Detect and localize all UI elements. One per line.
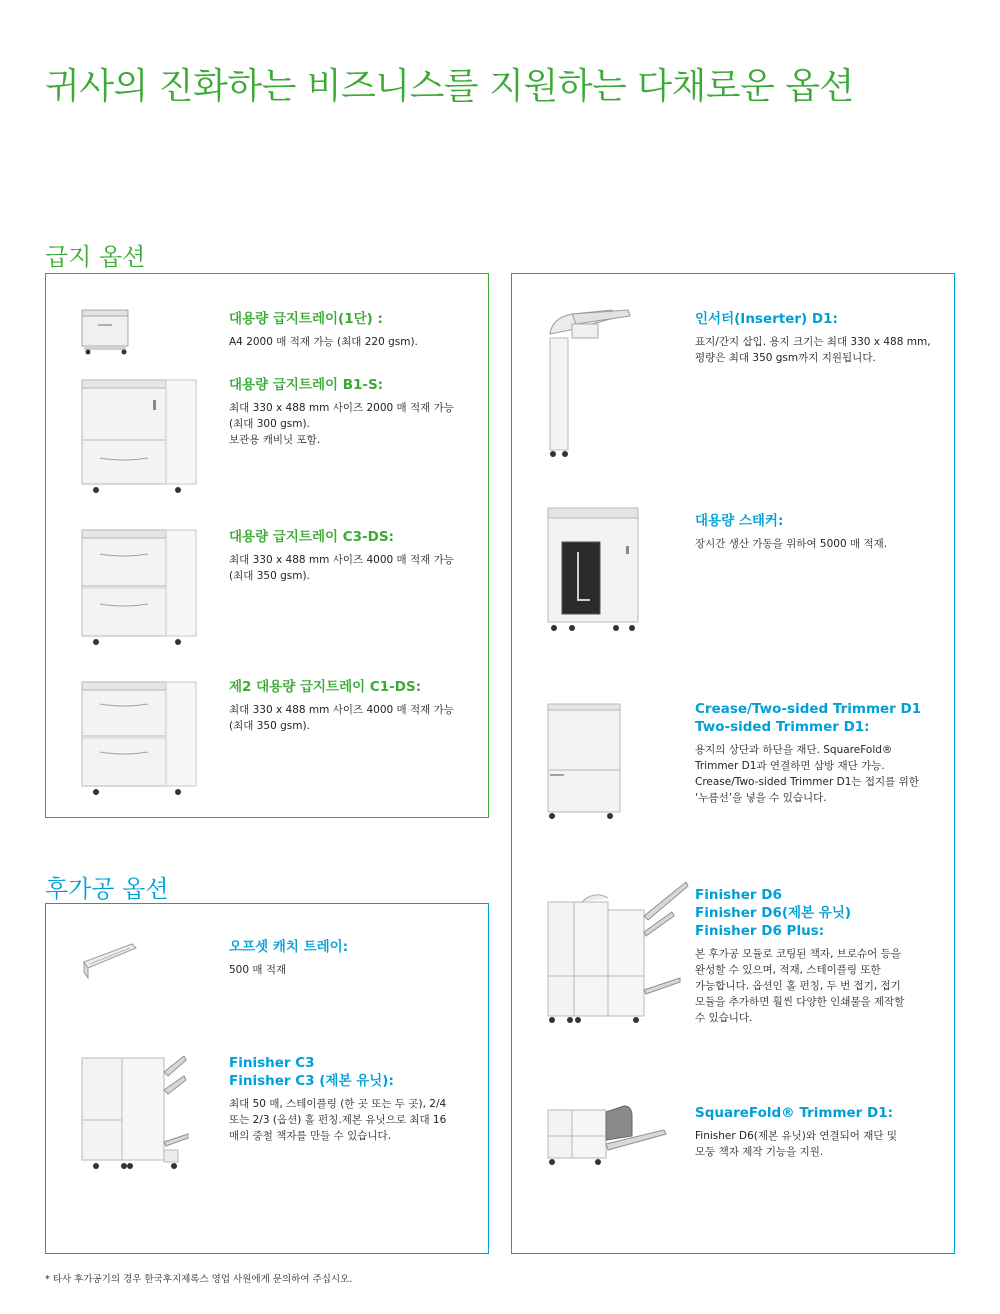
hcf-c3ds-image [80, 524, 200, 650]
finishing-item-2 [229, 1054, 484, 1144]
feed-item-title: 제2 대용량 급지트레이 C1-DS: [229, 679, 422, 695]
right-item-desc: 용지의 상단과 하단을 재단. SquareFold® Trimmer D1과 연결하면 삼방 재단 가능. Crease/Two-sided Trimmer D1는 접지를 위한 ‘누름선’을 넣을 수 있습니다. [695, 744, 919, 804]
right-item-1 [695, 310, 950, 366]
right-item-3 [695, 700, 950, 806]
feed-item-desc: 최대 330 x 488 mm 사이즈 2000 매 적재 가능 (최대 300 gsm). 보관용 캐비닛 포함. [229, 402, 454, 446]
right-item-title: 대용량 스태커: [695, 513, 784, 529]
right-item-title: 인서터(Inserter) D1: [695, 311, 838, 327]
offset-catch-tray-image [80, 938, 140, 984]
feed-item-3 [229, 528, 484, 584]
feed-item-desc: 최대 330 x 488 mm 사이즈 4000 매 적재 가능 (최대 350 gsm). [229, 704, 454, 732]
hcf-b1s-image [80, 374, 200, 498]
squarefold-trimmer-image [546, 1100, 670, 1170]
feed-item-title: 대용량 급지트레이(1단) : [229, 311, 383, 327]
footnote: * 타사 후가공기의 경우 한국후지제록스 영업 사원에게 문의하여 주십시오. [45, 1274, 353, 1285]
finisher-c3-image [80, 1050, 192, 1174]
feed-item-4 [229, 678, 484, 734]
finishing-item-title: 오프셋 캐치 트레이: [229, 939, 349, 955]
feed-item-title: 대용량 급지트레이 B1-S: [229, 377, 384, 393]
finishing-item-title: Finisher C3 Finisher C3 (제본 유닛): [229, 1055, 394, 1089]
right-item-title: Crease/Two-sided Trimmer D1 Two-sided Trimmer D1: [695, 701, 922, 735]
right-item-desc: 본 후가공 모듈로 코팅된 책자, 브로슈어 등을 완성할 수 있으며, 적재, 스테이플링 또한 가능합니다. 옵션인 홀 펀칭, 두 번 접기, 접기 모듈을 추가하면 훨씬 다양한 인쇄물을 제작할 수 있습니다. [695, 948, 905, 1024]
feed-item-2 [229, 376, 484, 448]
right-item-title: SquareFold® Trimmer D1: [695, 1105, 894, 1121]
feed-item-desc: A4 2000 매 적재 가능 (최대 220 gsm). [229, 336, 418, 348]
right-item-desc: Finisher D6(제본 유닛)와 연결되어 재단 및 모둥 책자 제작 기능을 지원. [695, 1130, 898, 1158]
feed-options-panel [45, 273, 489, 818]
feed-item-1 [229, 310, 484, 350]
right-item-title: Finisher D6 Finisher D6(제본 유닛) Finisher D6 Plus: [695, 887, 852, 939]
right-options-panel [511, 273, 955, 1254]
page-title: 귀사의 진화하는 비즈니스를 지원하는 다채로운 옵션 [45, 66, 854, 107]
inserter-d1-image [542, 298, 642, 460]
feed-item-desc: 최대 330 x 488 mm 사이즈 4000 매 적재 가능 (최대 350 gsm). [229, 554, 454, 582]
finishing-options-panel [45, 903, 489, 1254]
finishing-item-desc: 최대 50 매, 스테이플링 (한 곳 또는 두 곳), 2/4 또는 2/3 (옵션) 홀 펀칭.제본 유닛으로 최대 16 매의 중철 책자를 만들 수 있습니다. [229, 1098, 447, 1142]
feed-item-title: 대용량 급지트레이 C3-DS: [229, 529, 394, 545]
hcf-c1ds-image [80, 676, 200, 800]
crease-trimmer-image [546, 700, 626, 824]
right-item-2 [695, 512, 950, 552]
high-capacity-stacker-image [546, 504, 644, 634]
right-item-4 [695, 886, 950, 1026]
finishing-item-1 [229, 938, 484, 978]
finisher-d6-image [546, 880, 694, 1030]
feed-options-heading: 급지 옵션 [45, 243, 146, 271]
right-item-desc: 표지/간지 삽입. 용지 크기는 최대 330 x 488 mm, 평량은 최대 350 gsm까지 지원됩니다. [695, 336, 931, 364]
right-item-5 [695, 1104, 950, 1160]
finishing-options-heading: 후가공 옵션 [45, 875, 169, 903]
hcf-one-tray-image [80, 308, 132, 356]
finishing-item-desc: 500 매 적재 [229, 964, 287, 976]
right-item-desc: 장시간 생산 가동을 위하여 5000 매 적재. [695, 538, 888, 550]
